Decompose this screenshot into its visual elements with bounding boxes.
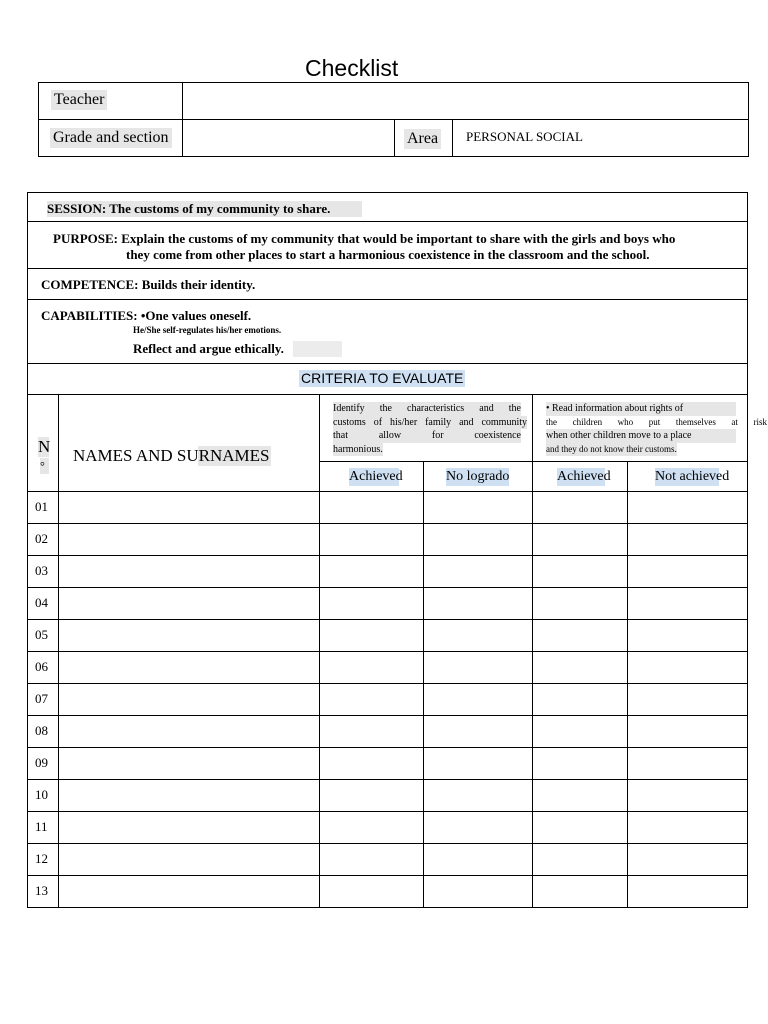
competence-text: Builds their identity.	[141, 277, 256, 292]
student-name-cell[interactable]	[59, 812, 319, 843]
criterion-1-not-achieved-cell[interactable]	[424, 780, 532, 811]
criterion-2-achieved-header: Achieved	[557, 469, 611, 484]
criterion-2-achieved-cell[interactable]	[533, 876, 627, 907]
row-number: 11	[35, 819, 48, 834]
criterion-1-not-achieved-cell[interactable]	[424, 684, 532, 715]
row-number: 09	[35, 755, 48, 770]
student-name-cell[interactable]	[59, 716, 319, 747]
criterion-1-achieved-cell[interactable]	[320, 524, 423, 555]
criterion-1-line: Identify the characteristics and the	[333, 403, 521, 414]
table-row	[27, 843, 748, 875]
criterion-1-not-achieved-cell[interactable]	[424, 812, 532, 843]
session-text: The customs of my community to share.	[109, 201, 331, 216]
session-row	[47, 201, 362, 217]
row-number: 07	[35, 691, 48, 706]
table-row	[27, 747, 748, 779]
table-row	[27, 491, 748, 523]
criterion-1-not-achieved-cell[interactable]	[424, 844, 532, 875]
criterion-1-not-achieved-cell[interactable]	[424, 652, 532, 683]
capabilities-label: CAPABILITIES:	[41, 308, 138, 323]
capabilities-row	[41, 308, 251, 324]
purpose-text-line1: Explain the customs of my community that would be important to share with the girls and boys who	[121, 231, 676, 246]
table-row	[27, 715, 748, 747]
names-header: NAMES AND SURNAMES	[73, 446, 270, 465]
student-name-cell[interactable]	[59, 876, 319, 907]
criterion-2-achieved-cell[interactable]	[533, 556, 627, 587]
competence-label: COMPETENCE:	[41, 277, 139, 292]
criterion-1-achieved-cell[interactable]	[320, 652, 423, 683]
criterion-1-achieved-cell[interactable]	[320, 492, 423, 523]
table-row	[27, 619, 748, 651]
table-row	[27, 523, 748, 555]
criterion-1-achieved-cell[interactable]	[320, 844, 423, 875]
criterion-1-achieved-cell[interactable]	[320, 876, 423, 907]
row-number: 04	[35, 595, 48, 610]
criterion-1-not-achieved-cell[interactable]	[424, 492, 532, 523]
criterion-1-line: customs of his/her family and community	[333, 416, 527, 428]
criterion-1-line: that allow for coexistence	[333, 430, 521, 441]
criterion-2-achieved-cell[interactable]	[533, 684, 627, 715]
criterion-2-line: and they do not know their customs.	[546, 443, 677, 457]
table-row	[27, 811, 748, 843]
criterion-1-not-achieved-cell[interactable]	[424, 716, 532, 747]
header-table	[38, 82, 749, 157]
teacher-label: Teacher	[51, 90, 107, 110]
area-value: PERSONAL SOCIAL	[466, 129, 583, 144]
table-row	[27, 683, 748, 715]
student-name-cell[interactable]	[59, 684, 319, 715]
criteria-heading: CRITERIA TO EVALUATE	[301, 370, 464, 386]
criterion-2-achieved-cell[interactable]	[533, 748, 627, 779]
area-label: Area	[404, 129, 441, 149]
criterion-1-not-achieved-header: No logrado	[446, 469, 510, 484]
row-number: 03	[35, 563, 48, 578]
criterion-1-achieved-cell[interactable]	[320, 556, 423, 587]
criterion-2-line: when other children move to a place	[546, 429, 736, 443]
purpose-text-line2: they come from other places to start a harmonious coexistence in the classroom and the school.	[126, 247, 650, 262]
session-label: SESSION:	[47, 201, 107, 216]
criterion-1-achieved-cell[interactable]	[320, 684, 423, 715]
row-number: 12	[35, 851, 48, 866]
criterion-1-not-achieved-cell[interactable]	[424, 748, 532, 779]
row-number: 05	[35, 627, 48, 642]
criterion-2-not-achieved-cell[interactable]	[628, 524, 747, 555]
number-header: N	[38, 437, 51, 456]
criterion-1-achieved-cell[interactable]	[320, 716, 423, 747]
criterion-1-line: harmonious.	[333, 443, 383, 455]
student-name-cell[interactable]	[59, 492, 319, 523]
row-number: 10	[35, 787, 48, 802]
criterion-2-not-achieved-cell[interactable]	[628, 556, 747, 587]
criteria-heading-row	[27, 364, 748, 394]
criterion-1-not-achieved-cell[interactable]	[424, 588, 532, 619]
capability-1: •One values oneself.	[140, 308, 252, 323]
row-number: 02	[35, 531, 48, 546]
criterion-2-line: • Read information about rights of	[546, 402, 736, 416]
page-title: Checklist	[305, 55, 399, 81]
criterion-2-achieved-cell[interactable]	[533, 780, 627, 811]
criterion-1-not-achieved-cell[interactable]	[424, 524, 532, 555]
criterion-1-achieved-cell[interactable]	[320, 748, 423, 779]
student-name-cell[interactable]	[59, 524, 319, 555]
criterion-2-line: the children who put themselves at risk	[546, 416, 767, 427]
competence-row	[41, 277, 255, 293]
student-name-cell[interactable]	[59, 748, 319, 779]
criterion-1-not-achieved-cell[interactable]	[424, 620, 532, 651]
criterion-2-not-achieved-cell[interactable]	[628, 684, 747, 715]
criterion-1-not-achieved-cell[interactable]	[424, 556, 532, 587]
criterion-2-achieved-cell[interactable]	[533, 620, 627, 651]
criterion-2-achieved-cell[interactable]	[533, 524, 627, 555]
criterion-2-achieved-cell[interactable]	[533, 588, 627, 619]
table-row	[27, 779, 748, 811]
criterion-2-not-achieved-cell[interactable]	[628, 620, 747, 651]
criterion-1-achieved-cell[interactable]	[320, 780, 423, 811]
row-number: 08	[35, 723, 48, 738]
criterion-2-not-achieved-cell[interactable]	[628, 652, 747, 683]
criterion-2-not-achieved-cell[interactable]	[628, 716, 747, 747]
number-header-degree: °	[40, 458, 49, 474]
table-row	[27, 555, 748, 587]
table-row	[27, 587, 748, 619]
student-name-cell[interactable]	[59, 780, 319, 811]
criterion-1-achieved-cell[interactable]	[320, 620, 423, 651]
criterion-2-not-achieved-cell[interactable]	[628, 844, 747, 875]
criterion-2-achieved-cell[interactable]	[533, 716, 627, 747]
criterion-2-not-achieved-cell[interactable]	[628, 780, 747, 811]
table-row	[27, 875, 748, 907]
criterion-2-not-achieved-cell[interactable]	[628, 812, 747, 843]
capability-2: He/She self-regulates his/her emotions.	[133, 325, 282, 335]
criterion-1-achieved-cell[interactable]	[320, 812, 423, 843]
purpose-row	[53, 231, 675, 247]
capability-3: Reflect and argue ethically.	[133, 341, 342, 357]
grade-section-label: Grade and section	[50, 128, 172, 148]
criterion-2-not-achieved-cell[interactable]	[628, 588, 747, 619]
student-name-cell[interactable]	[59, 844, 319, 875]
purpose-label: PURPOSE:	[53, 231, 118, 246]
student-name-cell[interactable]	[59, 588, 319, 619]
row-number: 06	[35, 659, 48, 674]
evaluation-table	[27, 394, 767, 908]
criterion-2-not-achieved-cell[interactable]	[628, 492, 747, 523]
criterion-2-achieved-cell[interactable]	[533, 652, 627, 683]
criterion-2-not-achieved-cell[interactable]	[628, 876, 747, 907]
criterion-2-achieved-cell[interactable]	[533, 844, 627, 875]
row-number: 01	[35, 499, 48, 514]
criterion-1-not-achieved-cell[interactable]	[424, 876, 532, 907]
row-number: 13	[35, 883, 48, 898]
criterion-1-achieved-header: Achieved	[349, 469, 403, 484]
criterion-1-achieved-cell[interactable]	[320, 588, 423, 619]
criterion-2-not-achieved-cell[interactable]	[628, 748, 747, 779]
criterion-2-not-achieved-header: Not achieved	[655, 469, 730, 484]
criterion-2-achieved-cell[interactable]	[533, 812, 627, 843]
student-name-cell[interactable]	[59, 620, 319, 651]
student-name-cell[interactable]	[59, 556, 319, 587]
criterion-2-achieved-cell[interactable]	[533, 492, 627, 523]
table-row	[27, 651, 748, 683]
student-name-cell[interactable]	[59, 652, 319, 683]
